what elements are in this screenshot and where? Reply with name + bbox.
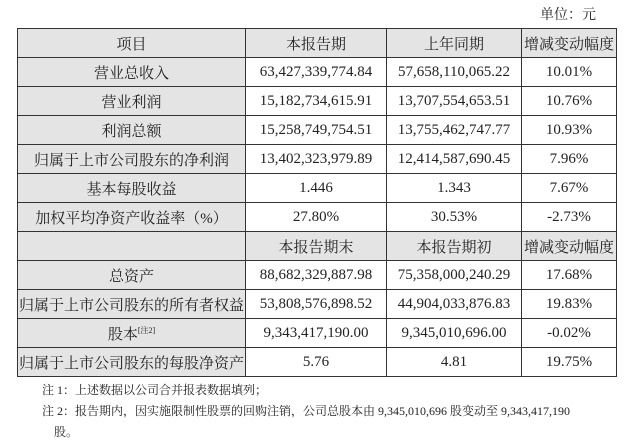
row-label: 营业利润 xyxy=(18,87,246,116)
header-current: 本报告期 xyxy=(246,29,387,58)
cell-current: 53,808,576,898.52 xyxy=(246,290,387,319)
cell-current: 27.80% xyxy=(246,203,387,232)
row-label: 营业总收入 xyxy=(18,58,246,87)
subheader-period-end: 本报告期末 xyxy=(246,232,387,261)
table-row xyxy=(18,145,617,174)
row-label: 归属于上市公司股东的净利润 xyxy=(18,145,246,174)
row-label: 归属于上市公司股东的所有者权益 xyxy=(18,290,246,319)
cell-previous: 57,658,110,065.22 xyxy=(387,58,522,87)
cell-previous: 9,345,010,696.00 xyxy=(387,319,522,348)
cell-change: 10.93% xyxy=(522,116,617,145)
row-label: 股本 xyxy=(107,326,138,343)
table-row xyxy=(18,319,617,348)
cell-change: -0.02% xyxy=(522,319,617,348)
cell-previous: 4.81 xyxy=(387,348,522,377)
cell-current: 1.446 xyxy=(246,174,387,203)
table-row xyxy=(18,348,617,377)
footnote-ref: [注2] xyxy=(137,325,156,335)
subheader-period-start: 本报告期初 xyxy=(387,232,522,261)
subheader-item xyxy=(18,232,246,261)
cell-change: 7.96% xyxy=(522,145,617,174)
cell-current: 15,182,734,615.91 xyxy=(246,87,387,116)
cell-change: 17.68% xyxy=(522,261,617,290)
cell-current: 88,682,329,887.98 xyxy=(246,261,387,290)
cell-current: 15,258,749,754.51 xyxy=(246,116,387,145)
cell-current: 13,402,323,979.89 xyxy=(246,145,387,174)
cell-change: 19.83% xyxy=(522,290,617,319)
note-1: 注 1：上述数据以公司合并报表数据填列； xyxy=(42,383,268,397)
subheader-change: 增减变动幅度 xyxy=(522,232,617,261)
unit-label: 单位：元 xyxy=(540,8,596,23)
row-label: 总资产 xyxy=(18,261,246,290)
financial-summary-table xyxy=(17,28,617,377)
cell-previous: 13,755,462,747.77 xyxy=(387,116,522,145)
cell-change: 19.75% xyxy=(522,348,617,377)
cell-change: -2.73% xyxy=(522,203,617,232)
cell-change: 10.01% xyxy=(522,58,617,87)
row-label-cell xyxy=(18,319,246,348)
header-change: 增减变动幅度 xyxy=(522,29,617,58)
note-2-continued: 股。 xyxy=(54,425,79,439)
cell-current: 5.76 xyxy=(246,348,387,377)
cell-previous: 12,414,587,690.45 xyxy=(387,145,522,174)
cell-previous: 44,904,033,876.83 xyxy=(387,290,522,319)
table-row xyxy=(18,174,617,203)
note-2: 注 2：报告期内，因实施限制性股票的回购注销，公司总股本由 9,345,010,696 股变动至 9,343,417,190 xyxy=(42,404,571,418)
cell-previous: 75,358,000,240.29 xyxy=(387,261,522,290)
footnotes xyxy=(42,380,570,443)
table-row xyxy=(18,87,617,116)
table-row xyxy=(18,290,617,319)
cell-current: 9,343,417,190.00 xyxy=(246,319,387,348)
table-row xyxy=(18,116,617,145)
header-item: 项目 xyxy=(18,29,246,58)
row-label: 基本每股收益 xyxy=(18,174,246,203)
cell-current: 63,427,339,774.84 xyxy=(246,58,387,87)
cell-change: 7.67% xyxy=(522,174,617,203)
table-header-row xyxy=(18,29,617,58)
table-row xyxy=(18,203,617,232)
row-label: 利润总额 xyxy=(18,116,246,145)
cell-change: 10.76% xyxy=(522,87,617,116)
table-subheader-row xyxy=(18,232,617,261)
cell-previous: 1.343 xyxy=(387,174,522,203)
table-row xyxy=(18,58,617,87)
cell-previous: 30.53% xyxy=(387,203,522,232)
table-row xyxy=(18,261,617,290)
header-previous: 上年同期 xyxy=(387,29,522,58)
cell-previous: 13,707,554,653.51 xyxy=(387,87,522,116)
row-label: 加权平均净资产收益率（%） xyxy=(18,203,246,232)
row-label: 归属于上市公司股东的每股净资产 xyxy=(18,348,246,377)
